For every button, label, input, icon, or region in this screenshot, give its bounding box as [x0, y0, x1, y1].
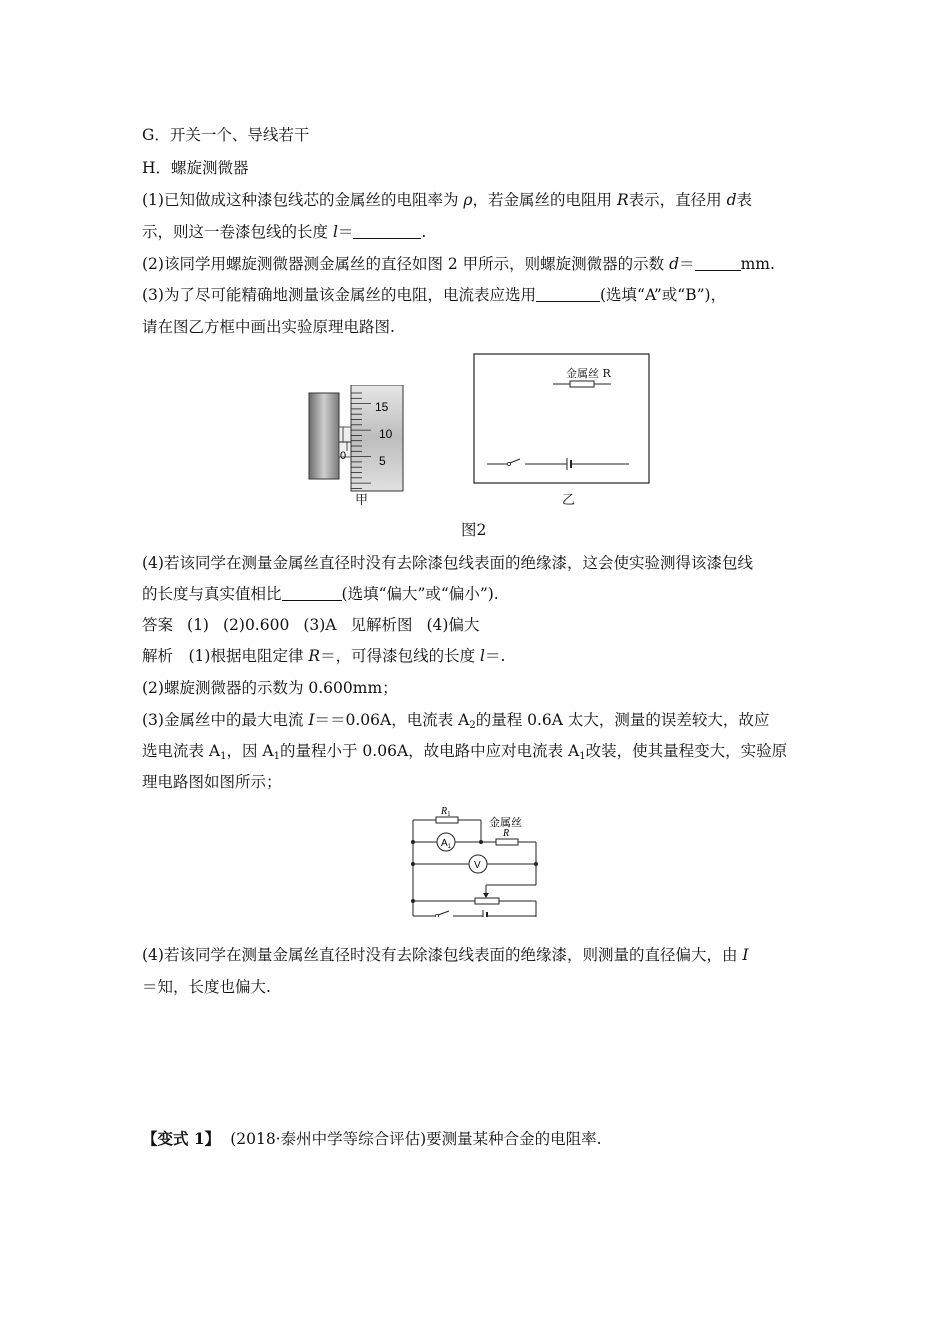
tick-label-10: 10: [379, 427, 393, 441]
micrometer-figure: [306, 385, 406, 505]
answer-blank: [282, 586, 342, 601]
figure-label-yi: 乙: [562, 493, 576, 508]
wire-label: 金属丝 R: [566, 367, 611, 380]
explanation-4-line-2: ＝知，长度也偏大.: [142, 978, 271, 996]
explanation-3-line-1: (3)金属丝中的最大电流 I＝＝0.06A，电流表 $A_2$的量程 0.6A 太大，测量的误差较大，故应: [142, 711, 770, 731]
figure-label-jia: 甲: [355, 493, 369, 508]
rheostat-symbol: [475, 898, 499, 904]
resistor-symbol: [570, 381, 594, 387]
r1-label: $R_1$: [441, 806, 451, 818]
question-2: (2)该同学用螺旋测微器测金属丝的直径如图 2 甲所示，则螺旋测微器的示数 d＝ mm.: [142, 255, 775, 273]
explanation-2: (2)螺旋测微器的示数为 0.600mm；: [142, 679, 398, 697]
figure-caption: 图2: [461, 521, 487, 539]
explanation-4-line-1: (4)若该同学在测量金属丝直径时没有去除漆包线表面的绝缘漆，则测量的直径偏大，由 I: [142, 946, 749, 964]
tick-label-0: 0: [340, 450, 347, 462]
question-4-line-1: (4)若该同学在测量金属丝直径时没有去除漆包线表面的绝缘漆，这会使实验测得该漆包线: [142, 554, 753, 572]
slider-arrow: [483, 893, 489, 898]
answer-blank: [695, 256, 741, 271]
resistor-wire: [496, 839, 518, 845]
explanation-3-line-2: 选电流表 $A_1$，因 $A_1$的量程小于 0.06A，故电路中应对电流表 $A_1$改装，使其量程变大，实验原: [142, 742, 788, 762]
answer-blank: [353, 224, 421, 239]
item-g: G．开关一个、导线若干: [142, 126, 310, 144]
answer-line: 答案 (1) (2)0.600 (3)A 见解析图 (4)偏大: [142, 616, 480, 634]
explanation-1: 解析 (1)根据电阻定律 R＝，可得漆包线的长度 l＝.: [142, 647, 506, 665]
tick-label-15: 15: [375, 400, 389, 414]
question-3-line-2: 请在图乙方框中画出实验原理电路图.: [142, 318, 395, 336]
explanation-3-line-3: 理电路图如图所示；: [142, 773, 282, 791]
voltmeter-label: V: [474, 860, 481, 871]
question-1-line-2: 示，则这一卷漆包线的长度 l＝ .: [142, 223, 427, 241]
question-1-line-1: (1)已知做成这种漆包线芯的金属丝的电阻率为 ρ，若金属丝的电阻用 R表示，直径用 d表: [142, 191, 753, 209]
ammeter-label: $A_1$: [441, 838, 452, 850]
tick-label-5: 5: [379, 454, 386, 468]
circuit-diagram: [405, 799, 547, 917]
variant-1: 【变式 1】 (2018·泰州中学等综合评估)要测量某种合金的电阻率.: [142, 1129, 602, 1148]
item-h: H．螺旋测微器: [142, 159, 249, 177]
wire-label: 金属丝: [489, 816, 522, 829]
r-label: R: [503, 828, 510, 839]
circuit-box-figure: [473, 353, 651, 485]
question-3-line-1: (3)为了尽可能精确地测量该金属丝的电阻，电流表应选用 (选填“A”或“B”)，: [142, 286, 727, 304]
question-4-line-2: 的长度与真实值相比 (选填“偏大”或“偏小”).: [142, 585, 499, 603]
answer-blank: [536, 287, 600, 302]
